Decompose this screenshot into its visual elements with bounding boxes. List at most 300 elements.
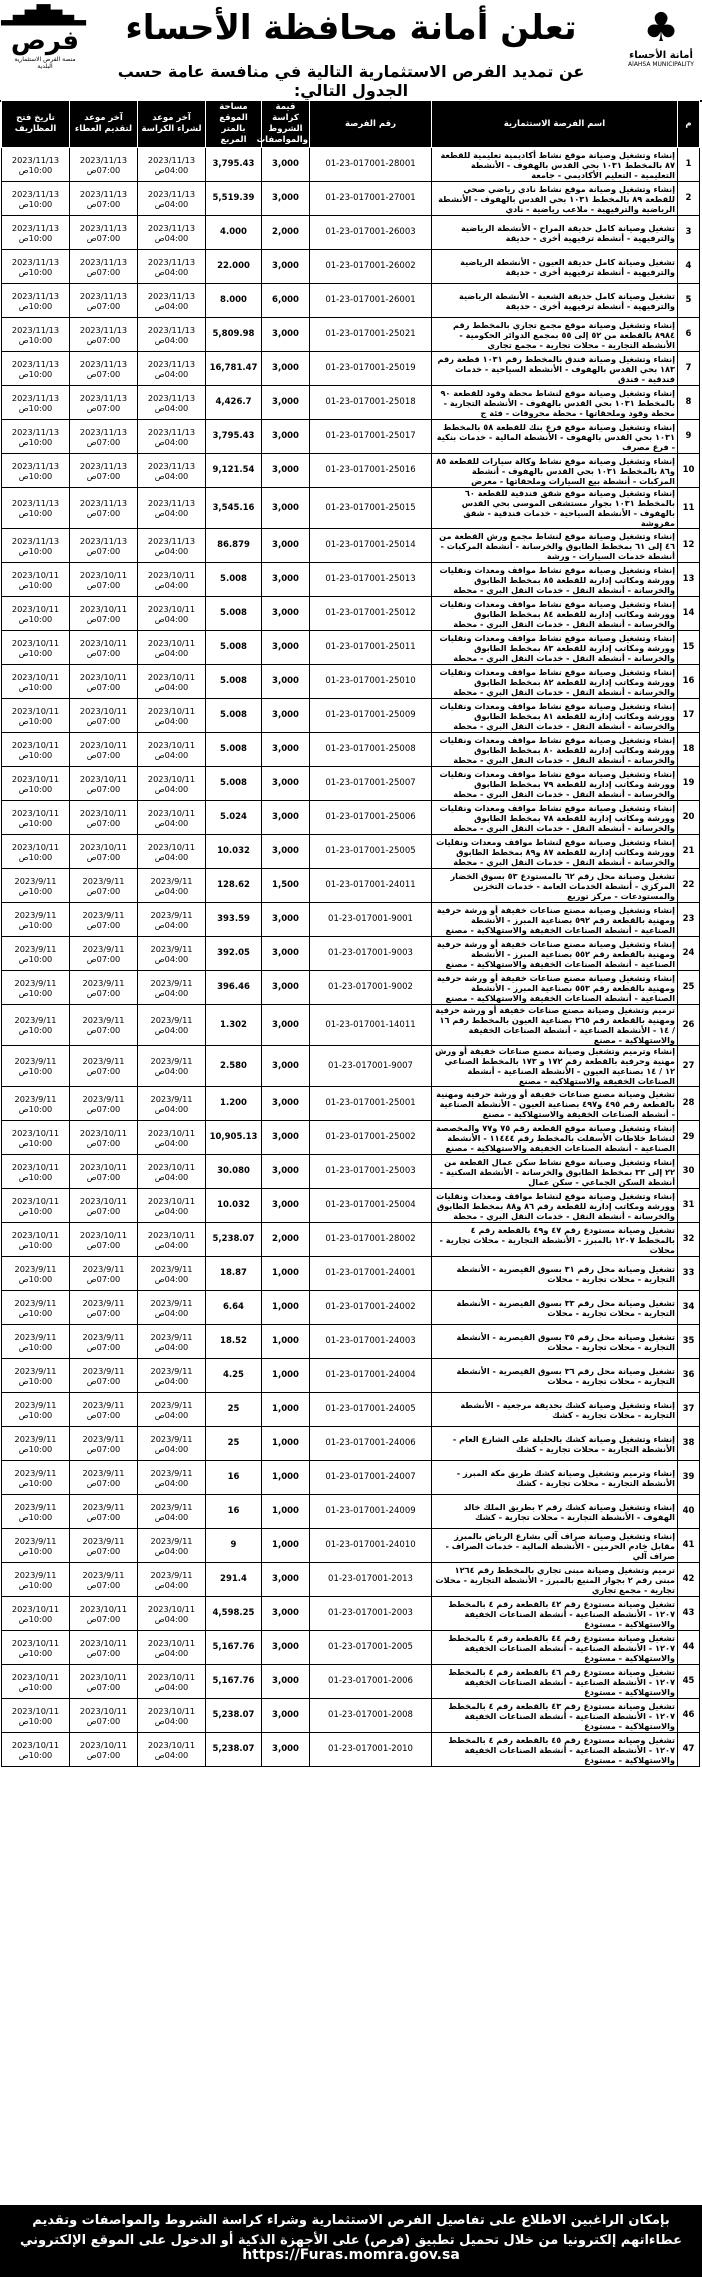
submit-deadline: 2023/9/11 07:00ص	[70, 1325, 138, 1359]
submit-deadline: 2023/10/11 07:00ص	[70, 1665, 138, 1699]
open-date: 2023/10/11 10:00ص	[2, 1631, 70, 1665]
table-row	[2, 352, 700, 386]
table-row	[2, 1046, 700, 1087]
submit-deadline: 2023/9/11 07:00ص	[70, 971, 138, 1005]
site-area: 3,795.43	[206, 148, 262, 182]
buy-deadline: 2023/11/13 04:00ص	[138, 318, 206, 352]
site-area: 5,167.76	[206, 1631, 262, 1665]
open-date: 2023/10/11 10:00ص	[2, 597, 70, 631]
booklet-fee: 3,000	[262, 454, 310, 488]
row-number: 29	[678, 1121, 700, 1155]
opportunity-ref: 01-23-017001-28001	[310, 148, 432, 182]
site-area: 5.008	[206, 699, 262, 733]
opportunity-name: إنشاء وتشغيل وصيانة موقع نشاط مواقف ومعدات ونقليات وورشة ومكاتب إدارية للقطعة ٨٥ بمخطط الطابوق والخرسانة - أنشطة النقل - خدمات النقل البري - محطة	[432, 563, 678, 597]
site-area: 5.024	[206, 801, 262, 835]
opportunity-ref: 01-23-017001-25002	[310, 1121, 432, 1155]
booklet-fee: 3,000	[262, 1189, 310, 1223]
table-row	[2, 216, 700, 250]
table-row	[2, 1495, 700, 1529]
submit-deadline: 2023/10/11 07:00ص	[70, 733, 138, 767]
submit-deadline: 2023/10/11 07:00ص	[70, 801, 138, 835]
booklet-fee: 3,000	[262, 1563, 310, 1597]
booklet-fee: 3,000	[262, 148, 310, 182]
buy-deadline: 2023/9/11 04:00ص	[138, 1495, 206, 1529]
open-date: 2023/10/11 10:00ص	[2, 1699, 70, 1733]
submit-deadline: 2023/10/11 07:00ص	[70, 597, 138, 631]
open-date: 2023/10/11 10:00ص	[2, 1189, 70, 1223]
opportunity-ref: 01-23-017001-25019	[310, 352, 432, 386]
table-row	[2, 529, 700, 563]
opportunity-name: إنشاء وتشغيل وصيانة مصنع صناعات خفيفة أو ورشة حرفية ومهنية بالقطعة رقم ٥٥٢ بصناعية المبرز - الأنشطة الصناعية - أنشطة الصناعات الخفيفة والاستهلاكية - مصنع	[432, 937, 678, 971]
booklet-fee: 3,000	[262, 733, 310, 767]
submit-deadline: 2023/9/11 07:00ص	[70, 1529, 138, 1563]
buy-deadline: 2023/9/11 04:00ص	[138, 1257, 206, 1291]
opportunity-name: إنشاء وتشغيل وصيانة موقع نشاط مواقف ومعدات ونقليات وورشة ومكاتب إدارية للقطعة ٨٤ بمخطط الطابوق والخرسانة - أنشطة النقل - خدمات النقل البري - محطة	[432, 597, 678, 631]
opportunity-name: تشغيل وصيانة كامل حديقة الشعبة - الأنشطة الرياضية والترفيهية - أنشطة ترفيهية أخرى - حديقة	[432, 284, 678, 318]
site-area: 5.008	[206, 665, 262, 699]
site-area: 5.008	[206, 733, 262, 767]
opportunity-name: إنشاء وتشغيل وصيانة موقع لنشاط مواقف ومعدات ونقليات وورشة ومكاتب إدارية للقطعة ٨٧ و٨٩ بمخطط الطابوق والخرسانة - أنشطة النقل - خدمات النقل البري - محطة	[432, 835, 678, 869]
booklet-fee: 3,000	[262, 1733, 310, 1767]
row-number: 26	[678, 1005, 700, 1046]
site-area: 392.05	[206, 937, 262, 971]
booklet-fee: 3,000	[262, 182, 310, 216]
opportunity-ref: 01-23-017001-25004	[310, 1189, 432, 1223]
buy-deadline: 2023/11/13 04:00ص	[138, 148, 206, 182]
table-row	[2, 420, 700, 454]
buy-deadline: 2023/10/11 04:00ص	[138, 733, 206, 767]
submit-deadline: 2023/10/11 07:00ص	[70, 835, 138, 869]
booklet-fee: 1,000	[262, 1461, 310, 1495]
table-row	[2, 1121, 700, 1155]
open-date: 2023/11/13 10:00ص	[2, 148, 70, 182]
open-date: 2023/10/11 10:00ص	[2, 767, 70, 801]
opportunity-ref: 01-23-017001-2013	[310, 1563, 432, 1597]
page-subtitle: عن تمديد الفرص الاستثمارية التالية في منافسة عامة حسب الجدول التالي:	[117, 62, 585, 100]
site-area: 4.000	[206, 216, 262, 250]
opportunity-ref: 01-23-017001-25007	[310, 767, 432, 801]
buy-deadline: 2023/10/11 04:00ص	[138, 1733, 206, 1767]
booklet-fee: 3,000	[262, 699, 310, 733]
table-row	[2, 597, 700, 631]
opportunity-name: إنشاء وتشغيل وصيانة صراف آلي بشارع الرياض بالمبرز مقابل خادم الحرمين - الأنشطة المالية - خدمات الصراف - صراف آلي	[432, 1529, 678, 1563]
submit-deadline: 2023/11/13 07:00ص	[70, 488, 138, 529]
site-area: 10,905.13	[206, 1121, 262, 1155]
col-header-area: مساحة الموقع بالمتر المربع	[206, 101, 262, 148]
table-row	[2, 1359, 700, 1393]
opportunities-table-wrap	[2, 100, 700, 1767]
opportunity-ref: 01-23-017001-2005	[310, 1631, 432, 1665]
open-date: 2023/9/11 10:00ص	[2, 1046, 70, 1087]
opportunity-ref: 01-23-017001-27001	[310, 182, 432, 216]
opportunity-ref: 01-23-017001-24011	[310, 869, 432, 903]
booklet-fee: 3,000	[262, 386, 310, 420]
opportunity-ref: 01-23-017001-25008	[310, 733, 432, 767]
row-number: 30	[678, 1155, 700, 1189]
submit-deadline: 2023/9/11 07:00ص	[70, 1461, 138, 1495]
booklet-fee: 1,500	[262, 869, 310, 903]
site-area: 16	[206, 1495, 262, 1529]
opportunity-name: إنشاء وترميم وتشغيل وصيانة مصنع صناعات خفيفة أو ورش مهنية وحرفية بالقطعة رقم ١٧٢ و ١٧٣ بالمخطط الصناعي ١٢ / ١٤ بصناعية العيون - الأنشطة الصناعية - أنشطة الصناعات الخفيفة والاستهلاكية - مصنع	[432, 1046, 678, 1087]
site-area: 5.008	[206, 767, 262, 801]
table-row	[2, 182, 700, 216]
buy-deadline: 2023/9/11 04:00ص	[138, 1291, 206, 1325]
booklet-fee: 3,000	[262, 631, 310, 665]
table-row	[2, 318, 700, 352]
buy-deadline: 2023/9/11 04:00ص	[138, 1529, 206, 1563]
open-date: 2023/11/13 10:00ص	[2, 488, 70, 529]
opportunity-name: إنشاء وتشغيل وصيانة موقع نشاط مواقف ومعدات ونقليات وورشة ومكاتب إدارية للقطعة ٨٠ بمخطط الطابوق والخرسانة - أنشطة النقل - خدمات النقل البري - محطة	[432, 733, 678, 767]
booklet-fee: 3,000	[262, 1631, 310, 1665]
buy-deadline: 2023/9/11 04:00ص	[138, 903, 206, 937]
buy-deadline: 2023/9/11 04:00ص	[138, 1046, 206, 1087]
table-row	[2, 1461, 700, 1495]
opportunity-ref: 01-23-017001-24001	[310, 1257, 432, 1291]
row-number: 10	[678, 454, 700, 488]
site-area: 5,238.07	[206, 1699, 262, 1733]
submit-deadline: 2023/11/13 07:00ص	[70, 216, 138, 250]
row-number: 2	[678, 182, 700, 216]
page-title: تعلن أمانة محافظة الأحساء	[125, 8, 577, 48]
opportunities-table	[1, 100, 700, 1767]
buy-deadline: 2023/10/11 04:00ص	[138, 1597, 206, 1631]
opportunity-name: إنشاء وتشغيل وصيانة موقع نشاط مواقف ومعدات ونقليات وورشة ومكاتب إدارية للقطعة ٧٨ بمخطط الطابوق والخرسانة - أنشطة النقل - خدمات النقل البري - محطة	[432, 801, 678, 835]
buy-deadline: 2023/10/11 04:00ص	[138, 665, 206, 699]
site-area: 25	[206, 1393, 262, 1427]
site-area: 86.879	[206, 529, 262, 563]
open-date: 2023/9/11 10:00ص	[2, 1359, 70, 1393]
opportunity-name: تشغيل وصيانة مستودع رقم ٤٥ بالقطعة رقم ٤ بالمخطط ١٢٠٧ - الأنشطة الصناعية - أنشطة الصناعات الخفيفة والاستهلاكية - مستودع	[432, 1733, 678, 1767]
opportunity-ref: 01-23-017001-25016	[310, 454, 432, 488]
opportunity-ref: 01-23-017001-25013	[310, 563, 432, 597]
open-date: 2023/11/13 10:00ص	[2, 284, 70, 318]
row-number: 25	[678, 971, 700, 1005]
opportunity-ref: 01-23-017001-2010	[310, 1733, 432, 1767]
row-number: 32	[678, 1223, 700, 1257]
row-number: 23	[678, 903, 700, 937]
site-area: 16,781.47	[206, 352, 262, 386]
row-number: 4	[678, 250, 700, 284]
submit-deadline: 2023/9/11 07:00ص	[70, 1087, 138, 1121]
row-number: 45	[678, 1665, 700, 1699]
submit-deadline: 2023/11/13 07:00ص	[70, 284, 138, 318]
site-area: 22.000	[206, 250, 262, 284]
opportunity-ref: 01-23-017001-24010	[310, 1529, 432, 1563]
row-number: 20	[678, 801, 700, 835]
site-area: 18.52	[206, 1325, 262, 1359]
submit-deadline: 2023/11/13 07:00ص	[70, 318, 138, 352]
buy-deadline: 2023/9/11 04:00ص	[138, 1005, 206, 1046]
submit-deadline: 2023/11/13 07:00ص	[70, 454, 138, 488]
row-number: 39	[678, 1461, 700, 1495]
site-area: 5,167.76	[206, 1665, 262, 1699]
booklet-fee: 3,000	[262, 1665, 310, 1699]
row-number: 21	[678, 835, 700, 869]
site-area: 25	[206, 1427, 262, 1461]
table-row	[2, 1087, 700, 1121]
opportunity-ref: 01-23-017001-25006	[310, 801, 432, 835]
opportunity-name: إنشاء وتشغيل وصيانة فندق بالمخطط رقم ١٠٣١ قطعة رقم ١٨٣ بحي القدس بالهفوف - الأنشطة السياحية - خدمات فندقية - فندق	[432, 352, 678, 386]
submit-deadline: 2023/10/11 07:00ص	[70, 1733, 138, 1767]
opportunity-name: ترميم وتشغيل وصيانة مصنع صناعات خفيفة أو ورشة حرفية ومهنية بالقطعة رقم ٢٦٥ بصناعية العيون بالمخطط رقم ١٦ / ١٤ - الأنشطة الصناعية - أنشطة الصناعات الخفيفة والاستهلاكية - مصنع	[432, 1005, 678, 1046]
opportunity-name: تشغيل وصيانة مستودع رقم ٤٢ بالقطعة رقم ٤ بالمخطط ١٢٠٧ - الأنشطة الصناعية - أنشطة الصناعات الخفيفة والاستهلاكية - مستودع	[432, 1597, 678, 1631]
open-date: 2023/10/11 10:00ص	[2, 1223, 70, 1257]
opportunity-name: تشغيل وصيانة محل رقم ٦٢ بالمستودع ٥٣ بسوق الخضار المركزي - أنشطة الخدمات العامة - خدمات التخزين والمستودعات - مركز توزيع	[432, 869, 678, 903]
row-number: 31	[678, 1189, 700, 1223]
table-row	[2, 903, 700, 937]
site-area: 3,795.43	[206, 420, 262, 454]
opportunity-name: إنشاء وتشغيل وصيانة موقع فرع بنك للقطعة ٥٨ بالمخطط ١٠٣١ بحي القدس بالهفوف - الأنشطة المالية - خدمات بنكية - فرع مصرف	[432, 420, 678, 454]
buy-deadline: 2023/9/11 04:00ص	[138, 1359, 206, 1393]
table-row	[2, 1631, 700, 1665]
booklet-fee: 3,000	[262, 665, 310, 699]
opportunity-name: تشغيل وصيانة محل رقم ٣٦ بسوق القيصرية - الأنشطة التجارية - محلات تجارية - محلات	[432, 1359, 678, 1393]
booklet-fee: 1,000	[262, 1529, 310, 1563]
open-date: 2023/11/13 10:00ص	[2, 250, 70, 284]
opportunity-name: تشغيل وصيانة مصنع صناعات خفيفة أو ورشة حرفية ومهنية بالقطعة رقم ٤٩٥ و٤٩٧ بصناعية العيون - الأنشطة الصناعية - أنشطة الصناعات الخفيفة والاستهلاكية - مصنع	[432, 1087, 678, 1121]
opportunity-name: تشغيل وصيانة محل رقم ٣٥ بسوق القيصرية - الأنشطة التجارية - محلات تجارية - محلات	[432, 1325, 678, 1359]
buy-deadline: 2023/11/13 04:00ص	[138, 352, 206, 386]
opportunity-name: إنشاء وتشغيل وصيانة موقع لنشاط مجمع ورش القطعة من ٤٦ إلى ٦١ بمخطط الطابوق والخرسانة - أنشطة المركبات - أنشطة خدمات السيارات - ورشة	[432, 529, 678, 563]
row-number: 43	[678, 1597, 700, 1631]
opportunity-ref: 01-23-017001-28002	[310, 1223, 432, 1257]
row-number: 16	[678, 665, 700, 699]
site-area: 4.25	[206, 1359, 262, 1393]
skyline-icon: ▂▄▆█▆▄▂	[1, 5, 84, 26]
buy-deadline: 2023/11/13 04:00ص	[138, 420, 206, 454]
opportunity-ref: 01-23-017001-25012	[310, 597, 432, 631]
buy-deadline: 2023/11/13 04:00ص	[138, 216, 206, 250]
submit-deadline: 2023/10/11 07:00ص	[70, 665, 138, 699]
row-number: 14	[678, 597, 700, 631]
table-row	[2, 801, 700, 835]
booklet-fee: 1,000	[262, 1257, 310, 1291]
opportunity-ref: 01-23-017001-9002	[310, 971, 432, 1005]
row-number: 38	[678, 1427, 700, 1461]
submit-deadline: 2023/11/13 07:00ص	[70, 148, 138, 182]
opportunity-name: إنشاء وتشغيل وصيانة كشك رقم ٢ بطريق الملك خالد الهفوف - الأنشطة التجارية - محلات تجارية - كشك	[432, 1495, 678, 1529]
open-date: 2023/9/11 10:00ص	[2, 1461, 70, 1495]
opportunity-name: تشغيل وصيانة محل رقم ٣٣ بسوق القيصرية - الأنشطة التجارية - محلات تجارية - محلات	[432, 1291, 678, 1325]
booklet-fee: 1,000	[262, 1427, 310, 1461]
submit-deadline: 2023/9/11 07:00ص	[70, 1291, 138, 1325]
site-area: 5.008	[206, 563, 262, 597]
submit-deadline: 2023/9/11 07:00ص	[70, 1393, 138, 1427]
open-date: 2023/10/11 10:00ص	[2, 699, 70, 733]
open-date: 2023/10/11 10:00ص	[2, 665, 70, 699]
table-row	[2, 454, 700, 488]
open-date: 2023/10/11 10:00ص	[2, 1733, 70, 1767]
opportunity-name: تشغيل وصيانة مستودع رقم ٤٣ بالقطعة رقم ٤ بالمخطط ١٢٠٧ - الأنشطة الصناعية - أنشطة الصناعات الخفيفة والاستهلاكية - مستودع	[432, 1699, 678, 1733]
row-number: 33	[678, 1257, 700, 1291]
site-area: 2.580	[206, 1046, 262, 1087]
row-number: 24	[678, 937, 700, 971]
table-row	[2, 1427, 700, 1461]
row-number: 34	[678, 1291, 700, 1325]
table-row	[2, 488, 700, 529]
submit-deadline: 2023/11/13 07:00ص	[70, 250, 138, 284]
table-row	[2, 386, 700, 420]
buy-deadline: 2023/11/13 04:00ص	[138, 182, 206, 216]
site-area: 393.59	[206, 903, 262, 937]
opportunity-ref: 01-23-017001-26002	[310, 250, 432, 284]
col-header-name: اسم الفرصة الاستثمارية	[432, 101, 678, 148]
palm-tree-icon: ♣	[643, 5, 679, 51]
row-number: 44	[678, 1631, 700, 1665]
submit-deadline: 2023/10/11 07:00ص	[70, 1121, 138, 1155]
table-row	[2, 665, 700, 699]
opportunity-name: إنشاء وترميم وتشغيل وصيانة كشك طريق مكة المبرز - الأنشطة التجارية - محلات تجارية - كشك	[432, 1461, 678, 1495]
opportunity-name: إنشاء وتشغيل وصيانة موقع مجمع تجاري بالمخطط رقم ٨٩٨٤ بالقطعة من ٥٢ إلى ٥٥ بمجمع الدوائر الحكومية - الأنشطة التجارية - محلات تجارية - مجمع تجاري	[432, 318, 678, 352]
submit-deadline: 2023/10/11 07:00ص	[70, 1631, 138, 1665]
opportunity-ref: 01-23-017001-25021	[310, 318, 432, 352]
header	[0, 0, 702, 102]
buy-deadline: 2023/10/11 04:00ص	[138, 767, 206, 801]
booklet-fee: 3,000	[262, 1005, 310, 1046]
buy-deadline: 2023/10/11 04:00ص	[138, 801, 206, 835]
row-number: 35	[678, 1325, 700, 1359]
buy-deadline: 2023/9/11 04:00ص	[138, 937, 206, 971]
submit-deadline: 2023/11/13 07:00ص	[70, 529, 138, 563]
site-area: 5,238.07	[206, 1223, 262, 1257]
table-row	[2, 631, 700, 665]
opportunity-ref: 01-23-017001-2008	[310, 1699, 432, 1733]
open-date: 2023/9/11 10:00ص	[2, 1005, 70, 1046]
submit-deadline: 2023/9/11 07:00ص	[70, 1495, 138, 1529]
booklet-fee: 1,000	[262, 1393, 310, 1427]
opportunity-name: إنشاء وتشغيل وصيانة موقع شقق فندقية للقطعة ٦٠ بالمخطط ١٠٣١ بجوار مستشفى الموسى بحي القدس بالهفوف - الأنشطة السياحية - خدمات فندقية - شقق مفروشة	[432, 488, 678, 529]
submit-deadline: 2023/10/11 07:00ص	[70, 1699, 138, 1733]
opportunity-ref: 01-23-017001-14011	[310, 1005, 432, 1046]
opportunity-ref: 01-23-017001-25001	[310, 1087, 432, 1121]
opportunity-ref: 01-23-017001-24003	[310, 1325, 432, 1359]
buy-deadline: 2023/9/11 04:00ص	[138, 1393, 206, 1427]
opportunity-ref: 01-23-017001-25011	[310, 631, 432, 665]
opportunity-ref: 01-23-017001-24009	[310, 1495, 432, 1529]
open-date: 2023/10/11 10:00ص	[2, 1665, 70, 1699]
opportunity-name: تشغيل وصيانة مستودع رقم ٤٦ بالقطعة رقم ٤ بالمخطط ١٢٠٧ - الأنشطة الصناعية - أنشطة الصناعات الخفيفة والاستهلاكية - مستودع	[432, 1665, 678, 1699]
buy-deadline: 2023/11/13 04:00ص	[138, 284, 206, 318]
opportunity-name: إنشاء وتشغيل وصيانة موقع نشاط سكن عمال القطعة من ٢٢ إلى ٣٣ بمخطط الطابوق والخرسانة - الأنشطة السكنية - أنشطة السكن الجماعي - سكن عمال	[432, 1155, 678, 1189]
submit-deadline: 2023/10/11 07:00ص	[70, 1597, 138, 1631]
submit-deadline: 2023/9/11 07:00ص	[70, 1427, 138, 1461]
opportunity-name: إنشاء وتشغيل وصيانة موقع نشاط مواقف ومعدات ونقليات وورشة ومكاتب إدارية للقطعة ٨٣ بمخطط الطابوق والخرسانة - أنشطة النقل - خدمات النقل البري - محطة	[432, 631, 678, 665]
open-date: 2023/11/13 10:00ص	[2, 352, 70, 386]
open-date: 2023/10/11 10:00ص	[2, 801, 70, 835]
row-number: 40	[678, 1495, 700, 1529]
table-row	[2, 563, 700, 597]
opportunity-ref: 01-23-017001-9001	[310, 903, 432, 937]
row-number: 36	[678, 1359, 700, 1393]
row-number: 3	[678, 216, 700, 250]
website-link[interactable]: https://Furas.momra.gov.sa	[242, 2247, 460, 2263]
buy-deadline: 2023/9/11 04:00ص	[138, 1563, 206, 1597]
open-date: 2023/11/13 10:00ص	[2, 454, 70, 488]
table-row	[2, 937, 700, 971]
col-header-open-date: تاريخ فتح المظاريف	[2, 101, 70, 148]
table-body	[2, 148, 700, 1767]
site-area: 5,238.07	[206, 1733, 262, 1767]
row-number: 17	[678, 699, 700, 733]
submit-deadline: 2023/10/11 07:00ص	[70, 1223, 138, 1257]
row-number: 46	[678, 1699, 700, 1733]
row-number: 47	[678, 1733, 700, 1767]
row-number: 19	[678, 767, 700, 801]
col-header-buy-deadline: آخر موعد لشراء الكراسة	[138, 101, 206, 148]
buy-deadline: 2023/9/11 04:00ص	[138, 1461, 206, 1495]
buy-deadline: 2023/10/11 04:00ص	[138, 631, 206, 665]
row-number: 22	[678, 869, 700, 903]
site-area: 30.080	[206, 1155, 262, 1189]
table-row	[2, 1223, 700, 1257]
opportunity-name: إنشاء وتشغيل وصيانة موقع نشاط نادي رياضي صحي للقطعة ٨٩ بالمخطط ١٠٣١ بحي القدس بالهفوف - الأنشطة الرياضية والترفيهية - ملاعب رياضية - نادي	[432, 182, 678, 216]
booklet-fee: 1,000	[262, 1359, 310, 1393]
site-area: 8.000	[206, 284, 262, 318]
site-area: 16	[206, 1461, 262, 1495]
table-row	[2, 1257, 700, 1291]
opportunity-ref: 01-23-017001-25005	[310, 835, 432, 869]
submit-deadline: 2023/9/11 07:00ص	[70, 1359, 138, 1393]
row-number: 12	[678, 529, 700, 563]
site-area: 10.032	[206, 1189, 262, 1223]
open-date: 2023/9/11 10:00ص	[2, 1393, 70, 1427]
municipality-logo	[626, 6, 696, 80]
opportunity-name: ترميم وتشغيل وصيانة مبنى تجاري بالمخطط رقم ١٢٦٤ مبنى رقم ٢ بجوار المنيع بالمبرز - الأنشطة التجارية - محلات تجارية - مجمع تجاري	[432, 1563, 678, 1597]
buy-deadline: 2023/9/11 04:00ص	[138, 1427, 206, 1461]
opportunity-name: تشغيل وصيانة مستودع رقم ٤٤ بالقطعة رقم ٤ بالمخطط ١٢٠٧ - الأنشطة الصناعية - أنشطة الصناعات الخفيفة والاستهلاكية - مستودع	[432, 1631, 678, 1665]
table-row	[2, 1699, 700, 1733]
buy-deadline: 2023/10/11 04:00ص	[138, 597, 206, 631]
opportunity-name: تشغيل وصيانة محل رقم ٣١ بسوق القيصرية - الأنشطة التجارية - محلات تجارية - محلات	[432, 1257, 678, 1291]
row-number: 15	[678, 631, 700, 665]
booklet-fee: 3,000	[262, 1087, 310, 1121]
row-number: 5	[678, 284, 700, 318]
opportunity-name: إنشاء وتشغيل وصيانة موقع نشاط مواقف ومعدات ونقليات وورشة ومكاتب إدارية للقطعة ٧٩ بمخطط الطابوق والخرسانة - أنشطة النقل - خدمات النقل البري - محطة	[432, 767, 678, 801]
booklet-fee: 3,000	[262, 835, 310, 869]
buy-deadline: 2023/10/11 04:00ص	[138, 1665, 206, 1699]
furas-logo-sub: منصة الفرص الاستثمارية البلدية	[14, 56, 76, 70]
opportunity-ref: 01-23-017001-25017	[310, 420, 432, 454]
opportunity-name: إنشاء وتشغيل وصيانة مصنع صناعات خفيفة أو ورشة حرفية ومهنية بالقطعة رقم ٥٥٣ بصناعية المبرز - الأنشطة الصناعية - أنشطة الصناعات الخفيفة والاستهلاكية - مصنع	[432, 971, 678, 1005]
col-header-submit-deadline: آخر موعد لتقديم العطاء	[70, 101, 138, 148]
site-area: 6.64	[206, 1291, 262, 1325]
table-row	[2, 1189, 700, 1223]
open-date: 2023/9/11 10:00ص	[2, 903, 70, 937]
booklet-fee: 3,000	[262, 529, 310, 563]
opportunity-ref: 01-23-017001-25009	[310, 699, 432, 733]
table-row	[2, 1393, 700, 1427]
buy-deadline: 2023/10/11 04:00ص	[138, 1631, 206, 1665]
buy-deadline: 2023/10/11 04:00ص	[138, 1189, 206, 1223]
furas-logo	[1, 5, 84, 80]
booklet-fee: 3,000	[262, 971, 310, 1005]
booklet-fee: 3,000	[262, 352, 310, 386]
open-date: 2023/9/11 10:00ص	[2, 937, 70, 971]
booklet-fee: 3,000	[262, 1121, 310, 1155]
opportunity-ref: 01-23-017001-2006	[310, 1665, 432, 1699]
booklet-fee: 3,000	[262, 937, 310, 971]
site-area: 4,426.7	[206, 386, 262, 420]
open-date: 2023/9/11 10:00ص	[2, 1427, 70, 1461]
opportunity-ref: 01-23-017001-9007	[310, 1046, 432, 1087]
open-date: 2023/10/11 10:00ص	[2, 1155, 70, 1189]
site-area: 396.46	[206, 971, 262, 1005]
buy-deadline: 2023/10/11 04:00ص	[138, 1699, 206, 1733]
booklet-fee: 3,000	[262, 1699, 310, 1733]
booklet-fee: 3,000	[262, 903, 310, 937]
submit-deadline: 2023/10/11 07:00ص	[70, 1189, 138, 1223]
site-area: 10.032	[206, 835, 262, 869]
